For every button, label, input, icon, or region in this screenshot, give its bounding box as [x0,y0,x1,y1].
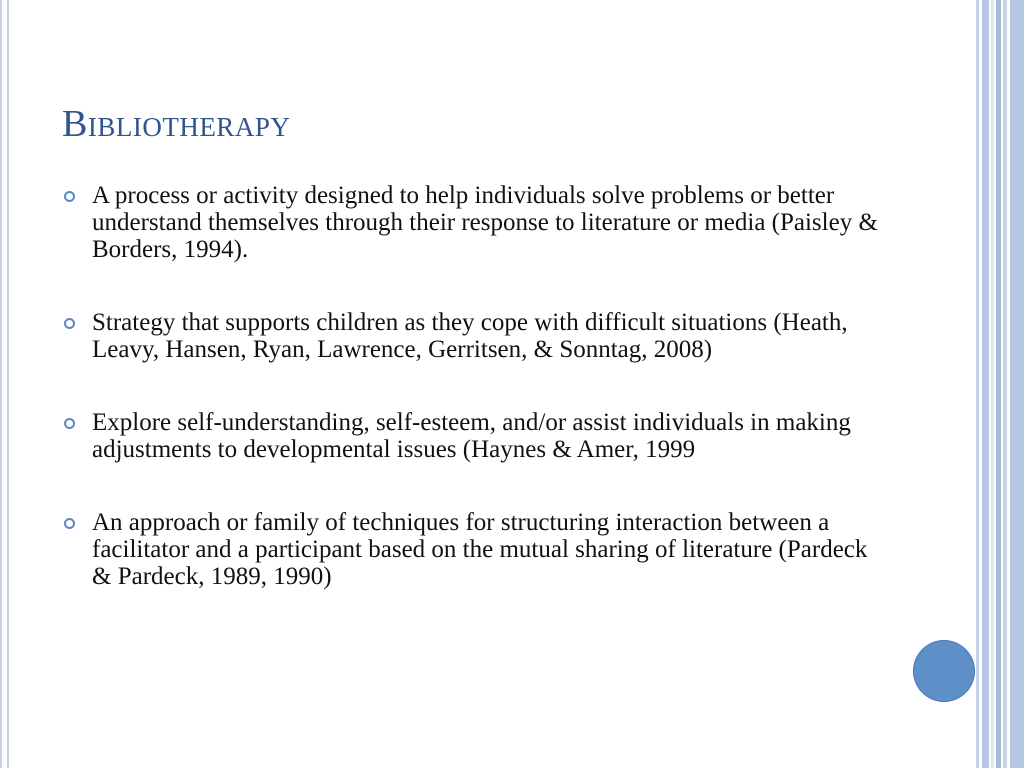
slide-title: Bibliotherapy [62,103,291,145]
bullet-text: Strategy that supports children as they cope with difficult situations (Heath, Leavy, Hansen, Ryan, Lawrence, Gerritsen, & Sonntag, 2008) [92,309,848,363]
decorative-circle [913,640,975,702]
stripe [976,0,979,768]
bullet-circle-icon [64,191,75,202]
bullet-circle-icon [64,318,75,329]
bullet-text: An approach or family of techniques for structuring interaction between a facilitator and a participant based on the mutual sharing of literature (Pardeck & Pardeck, 1989, 1990) [92,509,868,590]
bullet-circle-icon [64,418,75,429]
stripe [991,0,994,768]
bullet-item [62,509,892,590]
stripe [1003,0,1007,768]
bullet-list [62,182,892,590]
bullet-text: Explore self-understanding, self-esteem, and/or assist individuals in making adjustments to developmental issues (Haynes & Amer, 1999 [92,409,851,463]
stripe [1010,0,1024,768]
right-decorative-stripes [976,0,1024,768]
bullet-item [62,182,892,263]
stripe [982,0,989,768]
bullet-text: A process or activity designed to help individuals solve problems or better understand themselves through their response to literature or media (Paisley & Borders, 1994). [92,182,878,263]
bullet-circle-icon [64,518,75,529]
stripe [996,0,1001,768]
slide-content [62,182,892,636]
left-border-line [0,0,2,768]
bullet-item [62,409,892,463]
bullet-item [62,309,892,363]
left-border-line-inner [7,0,9,768]
